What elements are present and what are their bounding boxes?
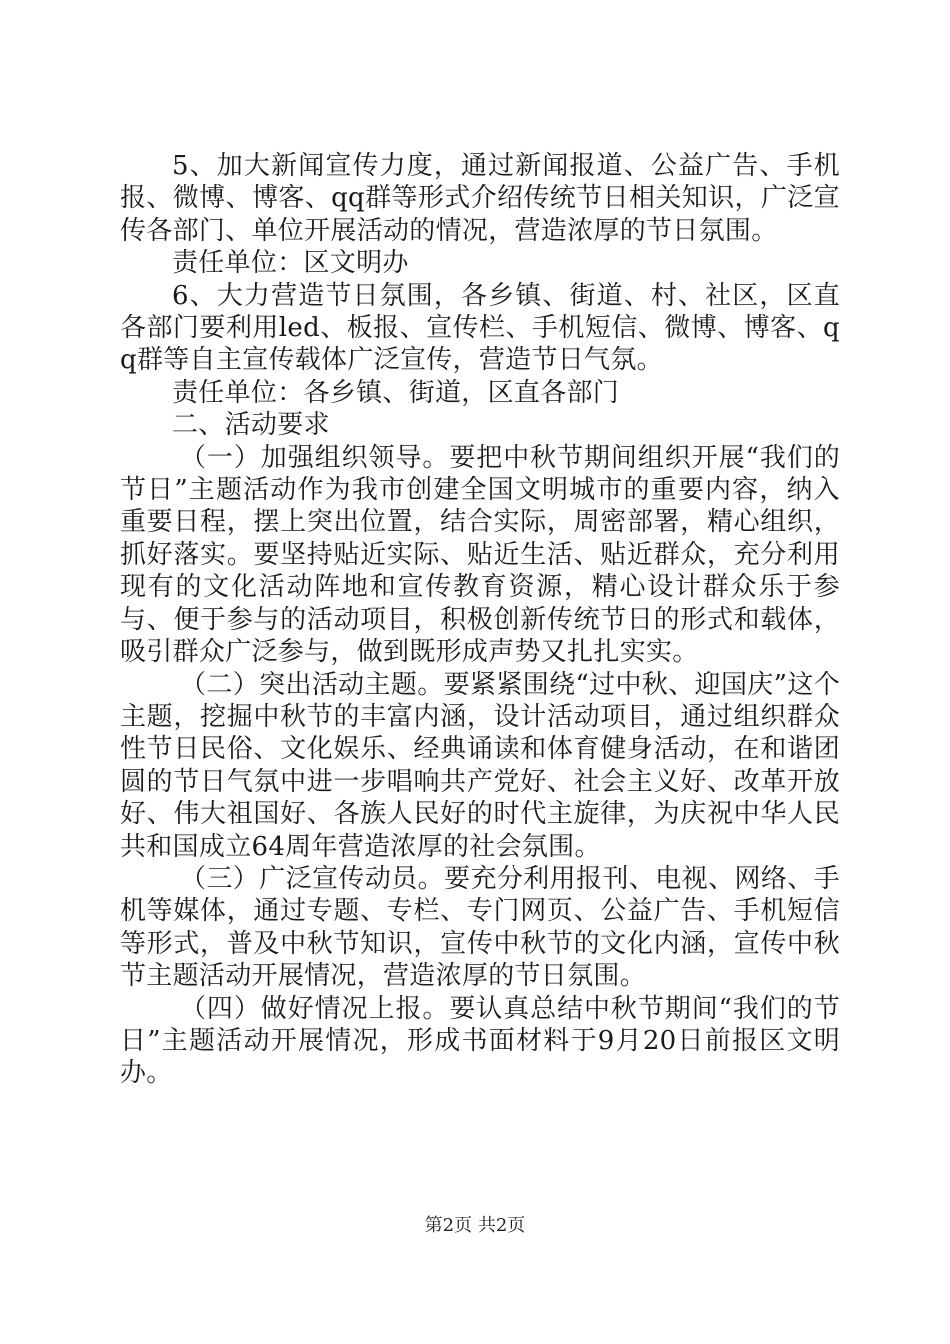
page-footer: 第2页 共2页 bbox=[424, 1215, 526, 1236]
paragraph-item-5: 5、加大新闻宣传力度，通过新闻报道、公益广告、手机报、微博、博客、qq群等形式介绍传统节日相关知识，广泛宣传各部门、单位开展活动的情况，营造浓厚的节日氛围。 bbox=[120, 151, 840, 246]
requirement-1: （一）加强组织领导。要把中秋节期间组织开展“我们的节日”主题活动作为我市创建全国文明城市的重要内容，纳入重要日程，摆上突出位置，结合实际，周密部署，精心组织，抓好落实。要坚持贴近实际、贴近生活、贴近群众，充分利用现有的文化活动阵地和宣传教育资源，精心设计群众乐于参与、便于参与的活动项目，积极创新传统节日的形式和载体，吸引群众广泛参与，做到既形成声势又扎扎实实。 bbox=[120, 442, 840, 668]
responsibility-unit-1: 责任单位：区文明办 bbox=[172, 248, 409, 279]
requirement-2: （二）突出活动主题。要紧紧围绕“过中秋、迎国庆”这个主题，挖掘中秋节的丰富内涵，设计活动项目，通过组织群众性节日民俗、文化娱乐、经典诵读和体育健身活动，在和谐团圆的节日气氛中进一步唱响共产党好、社会主义好、改革开放好、伟大祖国好、各族人民好的时代主旋律，为庆祝中华人民共和国成立64周年营造浓厚的社会氛围。 bbox=[120, 669, 840, 862]
section-heading: 二、活动要求 bbox=[172, 410, 330, 441]
document-body bbox=[120, 150, 840, 1090]
requirement-3: （三）广泛宣传动员。要充分利用报刊、电视、网络、手机等媒体，通过专题、专栏、专门网页、公益广告、手机短信等形式，普及中秋节知识，宣传中秋节的文化内涵，宣传中秋节主题活动开展情况，营造浓厚的节日氛围。 bbox=[120, 863, 840, 992]
requirement-4: （四）做好情况上报。要认真总结中秋节期间“我们的节日”主题活动开展情况，形成书面材料于9月20日前报区文明办。 bbox=[120, 993, 840, 1089]
responsibility-unit-2: 责任单位：各乡镇、街道，区直各部门 bbox=[172, 377, 620, 408]
paragraph-item-6: 6、大力营造节日氛围，各乡镇、街道、村、社区，区直各部门要利用led、板报、宣传栏、手机短信、微博、博客、qq群等自主宣传载体广泛宣传，营造节日气氛。 bbox=[120, 280, 840, 376]
